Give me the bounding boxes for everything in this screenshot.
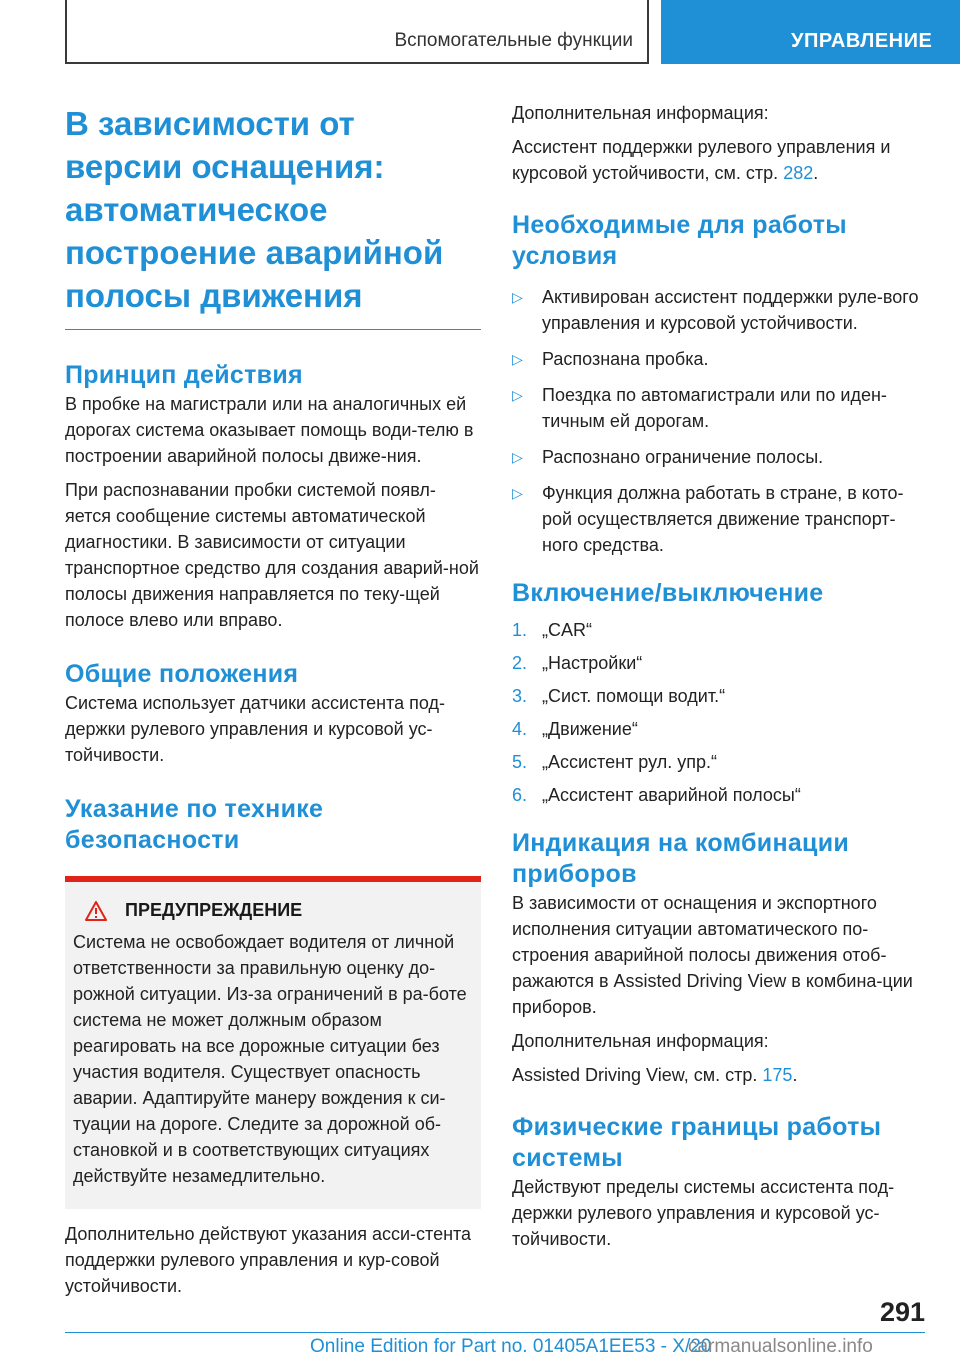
display-info-body: Assisted Driving View, см. стр. bbox=[512, 1065, 758, 1085]
warning-triangle-icon bbox=[85, 901, 107, 921]
warning-title-row bbox=[85, 900, 473, 921]
principle-paragraph-2: При распознавании пробки системой появл-яется сообщение системы автоматической диагностики. В зависимости от ситуации транспортное средство для создания аварий-ной полосы движения направляется по теку-щей полосе влево или вправо. bbox=[65, 480, 479, 630]
list-item: 3. „Сист. помощи водит.“ bbox=[512, 686, 726, 706]
list-item: ▷ Распознана пробка. bbox=[512, 346, 928, 372]
triangle-bullet-icon: ▷ bbox=[512, 485, 523, 501]
additional-note: Дополнительно действуют указания асси-стента поддержки рулевого управления и кур-совой устойчивости. bbox=[65, 1224, 472, 1296]
footer-divider bbox=[65, 1332, 925, 1333]
info-page-link[interactable]: 282 bbox=[783, 163, 814, 183]
right-column bbox=[512, 100, 928, 1252]
triangle-bullet-icon: ▷ bbox=[512, 449, 523, 465]
display-paragraph: В зависимости от оснащения и экспортного исполнения ситуации автоматического по-строения аварийной полосы движения отоб-ражаются в Assisted Driving View в комбина-ции приборов. bbox=[512, 893, 913, 1017]
limits-paragraph: Действуют пределы системы ассистента под-держки рулевого управления и курсовой ус-тойчивости. bbox=[512, 1177, 895, 1249]
list-item: 1. „CAR“ bbox=[512, 620, 592, 640]
footer-watermark: carmanualsonline.info bbox=[688, 1336, 873, 1357]
list-item: ▷ Функция должна работать в стране, в кото-рой осуществляется движение транспорт-ного средства. bbox=[512, 480, 928, 558]
display-info-label: Дополнительная информация: bbox=[512, 1031, 769, 1051]
info-text: Ассистент поддержки рулевого управления и курсовой устойчивости, см. стр. 282. bbox=[512, 137, 891, 183]
header-chapter-tab[interactable]: УПРАВЛЕНИЕ bbox=[661, 0, 960, 64]
info-text-body: Ассистент поддержки рулевого управления и курсовой устойчивости, см. стр. bbox=[512, 137, 891, 183]
header-section-title: Вспомогательные функции bbox=[394, 30, 633, 51]
warning-text: Система не освобождает водителя от личной ответственности за правильную оценку до-рожной ситуации. Из-за ограничений в ра-боте система не может должным образом реагировать на все дорожные ситуации без участия водителя. Существует опасность аварии. Адаптируйте манеру вождения к си-туации на дороге. Следите за дорожной об-становкой и в соответствующих ситуациях действуйте незамедлительно. bbox=[73, 932, 467, 1186]
principle-heading: Принцип действия bbox=[65, 361, 303, 389]
list-item: ▷ Распознано ограничение полосы. bbox=[512, 444, 928, 470]
footer-edition: Online Edition for Part no. 01405A1EE53 - X/20 bbox=[310, 1336, 712, 1357]
conditions-heading: Необходимые для работы условия bbox=[512, 211, 847, 270]
info-label: Дополнительная информация: bbox=[512, 103, 769, 123]
list-item: 2. „Настройки“ bbox=[512, 653, 643, 673]
left-column bbox=[65, 100, 481, 1299]
page-title: В зависимости от версии оснащения: автоматическое построение аварийной полосы движения bbox=[65, 105, 444, 314]
list-item: 5. „Ассистент рул. упр.“ bbox=[512, 752, 717, 772]
warning-title: ПРЕДУПРЕЖДЕНИЕ bbox=[125, 900, 303, 920]
safety-heading: Указание по технике безопасности bbox=[65, 795, 324, 854]
onoff-heading: Включение/выключение bbox=[512, 579, 824, 607]
list-item: 6. „Ассистент аварийной полосы“ bbox=[512, 785, 801, 805]
list-item: ▷ Активирован ассистент поддержки руле-вого управления и курсовой устойчивости. bbox=[512, 284, 928, 336]
display-page-link[interactable]: 175 bbox=[762, 1065, 793, 1085]
page-number: 291 bbox=[879, 1297, 925, 1327]
triangle-bullet-icon: ▷ bbox=[512, 289, 523, 305]
general-paragraph: Система использует датчики ассистента под-держки рулевого управления и курсовой ус-тойчивости. bbox=[65, 693, 445, 765]
triangle-bullet-icon: ▷ bbox=[512, 387, 523, 403]
warning-box bbox=[65, 876, 481, 1209]
conditions-list bbox=[512, 284, 928, 558]
list-item: ▷ Поездка по автомагистрали или по иден-тичным ей дорогам. bbox=[512, 382, 928, 434]
principle-paragraph-1: В пробке на магистрали или на аналогичных ей дорогах система оказывает помощь води-телю в построении аварийной полосы движе-ния. bbox=[65, 394, 474, 466]
list-item: 4. „Движение“ bbox=[512, 719, 638, 739]
limits-heading: Физические границы работы системы bbox=[512, 1113, 882, 1172]
title-divider bbox=[65, 329, 481, 330]
header-section-box bbox=[65, 0, 649, 64]
general-heading: Общие положения bbox=[65, 660, 299, 688]
display-info-text: Assisted Driving View, см. стр. 175. bbox=[512, 1065, 798, 1085]
display-heading: Индикация на комбинации приборов bbox=[512, 829, 850, 888]
triangle-bullet-icon: ▷ bbox=[512, 351, 523, 367]
steps-list bbox=[512, 617, 928, 808]
